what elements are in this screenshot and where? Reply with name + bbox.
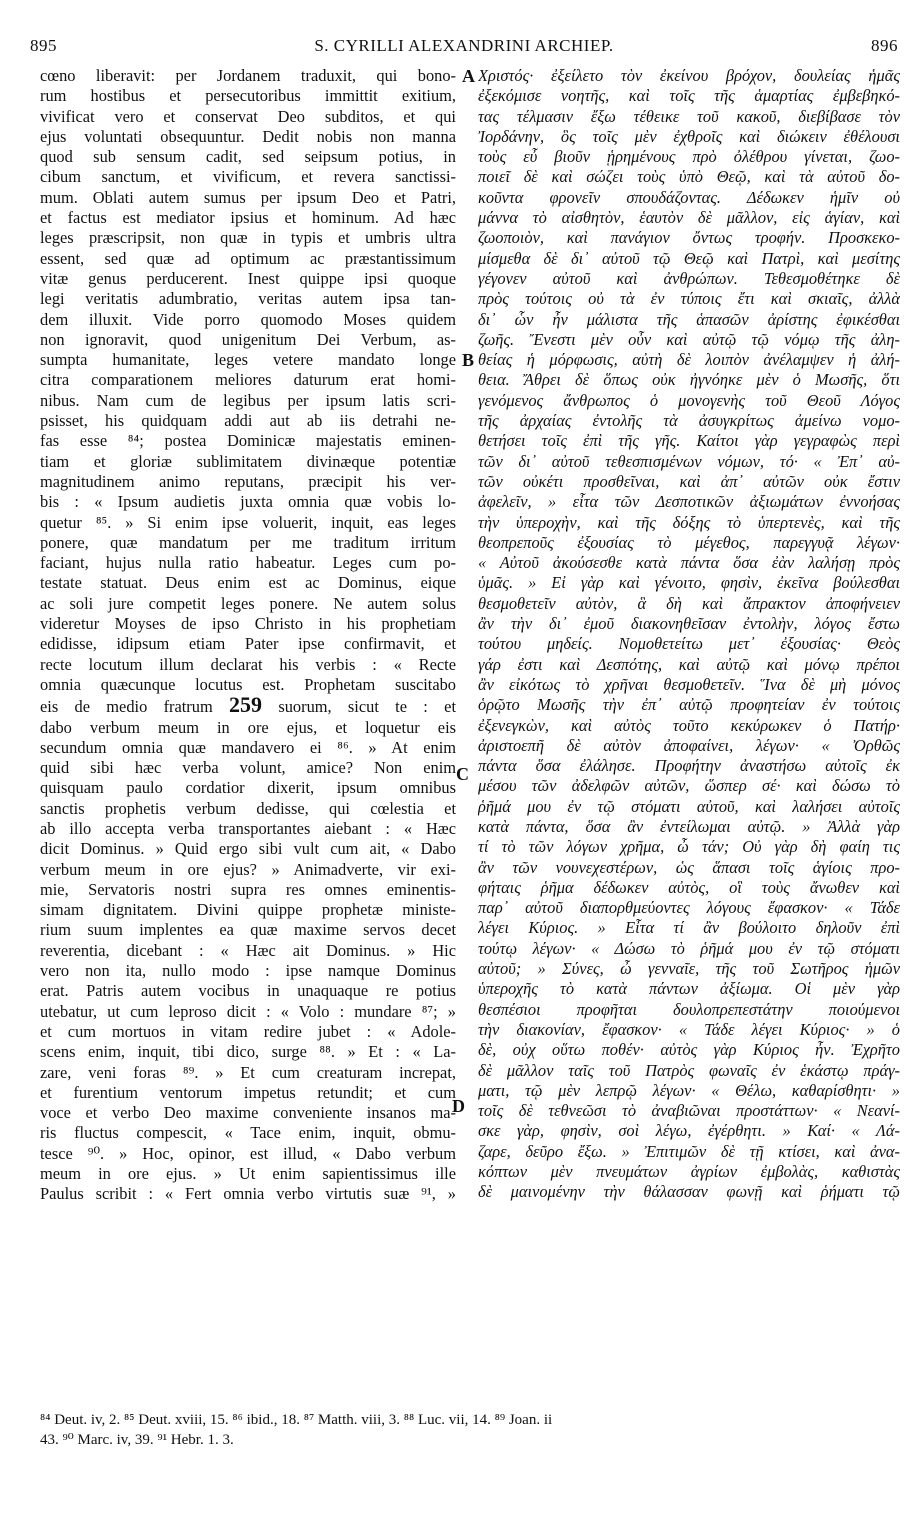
latin-line: sanctis prophetis verbum dedisse, qui cœlestia et xyxy=(40,798,456,818)
greek-line: τούτῳ λέγων· « Δώσω τὸ ῥῆμά μου ἐν τῷ στόματι xyxy=(478,938,900,958)
greek-line: τῶν οὐκέτι προσθεῖναι, καὶ ἀπ᾽ αὐτῶν οὐκ ἔστιν xyxy=(478,471,900,491)
greek-line: παρ᾽ αὐτοῦ διαπορθμεύοντες λόγους ἔφασκον· « Τάδε xyxy=(478,898,900,918)
greek-line: ῥῆμά μου ἐν τῷ στόματι αὐτοῦ, καὶ λαλήσει αὐτοῖς xyxy=(478,796,900,816)
latin-line: testate statuat. Deus enim est ac Dominus, eique xyxy=(40,573,456,593)
footnote-line: 43. ⁹⁰ Marc. iv, 39. ⁹¹ Hebr. 1. 3. xyxy=(40,1432,234,1448)
greek-line: τὴν διακονίαν, ἔφασκον· « Τάδε λέγει Κύριος· » ὁ xyxy=(478,1019,900,1039)
latin-line: nibus. Nam cum de legibus per ipsum latis scri- xyxy=(40,390,456,410)
latin-line: non ignoravit, quod unigenitum Dei Verbum, as- xyxy=(40,329,456,349)
latin-line: secundum omnia quæ mandavero ei ⁸⁶. » At enim xyxy=(40,737,456,757)
greek-line: μέσου τῶν ἀδελφῶν αὐτῶν, ὥσπερ σέ· καὶ δώσω τὸ xyxy=(478,776,900,796)
latin-line: voce et verbo Deo maxime conveniente insanos ma- xyxy=(40,1103,456,1123)
margin-marker-c: C xyxy=(456,764,469,784)
latin-line: faciant, hujus nulla ratio habeatur. Leges cum po- xyxy=(40,553,456,573)
greek-line: τί τὸ τῶν λόγων χρῆμα, ὦ τάν; Οὐ γὰρ δὴ φαίη τις xyxy=(478,837,900,857)
latin-line: bis : « Ipsum audietis juxta omnia quæ vobis lo- xyxy=(40,492,456,512)
greek-column xyxy=(478,66,900,1402)
latin-line: quetur ⁸⁵. » Si enim ipse voluerit, inquit, eas leges xyxy=(40,512,456,532)
latin-line: eis de medio fratrum 259 suorum, sicut te : et xyxy=(40,692,456,718)
margin-marker-b: B xyxy=(462,350,475,370)
latin-line: ac soli jure competit leges ponere. Ne autem solus xyxy=(40,593,456,613)
greek-line: ἐξενεγκὼν, καὶ αὐτὸς τοῦτο κεκύρωκεν ὁ Πατήρ· xyxy=(478,715,900,735)
footnote-line: ⁸⁴ Deut. iv, 2. ⁸⁵ Deut. xviii, 15. ⁸⁶ ibid., 18. ⁸⁷ Matth. viii, 3. ⁸⁸ Luc. vii, 14. ⁸⁹ Joan. ii xyxy=(40,1412,553,1428)
greek-line: ζωῆς. Ἔνεστι μὲν οὖν καὶ αὐτῷ τῷ νόμῳ τῆς ἀλη- xyxy=(478,329,900,349)
latin-line: verbum meum in ore ejus? » Animadverte, vir exi- xyxy=(40,859,456,879)
latin-line: fas esse ⁸⁴; postea Dominicæ majestatis eminen- xyxy=(40,431,456,451)
latin-line: et factus est mediator ipsius et hominum. Ad hæc xyxy=(40,208,456,228)
latin-line: reverentia, dicebant : « Hæc ait Dominus. » Hic xyxy=(40,940,456,960)
latin-line: recte locutum illum declarat his verbis : « Recte xyxy=(40,654,456,674)
greek-line: σκε γὰρ, φησὶν, σοὶ λέγω, ἐγέρθητι. » Καί· « Λά- xyxy=(478,1121,900,1141)
latin-line: mie, Servatoris nostri supra res omnes eminentis- xyxy=(40,879,456,899)
greek-line: δὲ μαινομένην τὴν θάλασσαν φωνῇ καὶ ῥήματι τῷ xyxy=(478,1182,900,1202)
greek-line: τας τέλμασιν ἔξω τέθεικε τοῦ κακοῦ, διεβίβασε τὸν xyxy=(478,106,900,126)
greek-line: θεσμοθετεῖν αὐτὸν, ἃ δὴ καὶ ἄπρακτον ἀποφήνειεν xyxy=(478,593,900,613)
latin-line: vivificat vero et conservat Deo subditos, et qui xyxy=(40,106,456,126)
greek-line: « Αὐτοῦ ἀκούσεσθε κατὰ πάντα ὅσα ἐὰν λαλήσῃ πρὸς xyxy=(478,553,900,573)
latin-line: quisquam paulo cordatior dixerit, ipsum omnibus xyxy=(40,778,456,798)
footnotes xyxy=(40,1410,900,1450)
greek-line: Ἰορδάνην, ὃς τοῖς μὲν ἐχθροῖς καὶ διώκειν ἐθέλουσι xyxy=(478,126,900,146)
greek-line: ἂν τῶν νουνεχεστέρων, ὡς ἅπασι τοῖς ἁγίοις προ- xyxy=(478,857,900,877)
latin-line: tesce ⁹⁰. » Hoc, opinor, est illud, « Dabo verbum xyxy=(40,1143,456,1163)
greek-line: τούτου μηδείς. Νομοθετείτω μετ᾽ ἐξουσίας· Θεὸς xyxy=(478,634,900,654)
latin-line: scens enim, inquit, tibi dico, surge ⁸⁸. » Et : « La- xyxy=(40,1042,456,1062)
greek-line: μάννα τὸ αἰσθητὸν, ἑαυτὸν δὲ μᾶλλον, εἰς ἁγίαν, καὶ xyxy=(478,208,900,228)
greek-line: θεσπέσιοι προφῆται δουλοπρεπεστάτην ποιούμενοι xyxy=(478,999,900,1019)
greek-line: θείας ἡ μόρφωσις, αὐτὴ δὲ λοιπὸν ἀνέλαμψεν ἡ ἀλή- xyxy=(478,350,900,370)
greek-line: αὐτοῦ; » Σύνες, ὦ γενναῖε, τῆς τοῦ Σωτῆρος ἡμῶν xyxy=(478,959,900,979)
greek-line: ἀριστοεπῆ δὲ αὐτὸν ἀποφαίνει, λέγων· « Ὀρθῶς xyxy=(478,735,900,755)
greek-line: κόπτων μὲν πνευμάτων ἀγρίων ἐμβολὰς, καθιστὰς xyxy=(478,1162,900,1182)
greek-line: τοὺς εὖ βιοῦν ᾑρημένους πρὸ ὀλέθρου γίνεται, ζωο- xyxy=(478,147,900,167)
greek-line: γάρ ἐστι καὶ Δεσπότης, καὶ αὐτῷ καὶ μόνῳ πρέποι xyxy=(478,654,900,674)
greek-line: τοῖς δὲ τεθνεῶσι τὸ ἀναβιῶναι προστάττων· « Νεανί- xyxy=(478,1101,900,1121)
latin-line: mum. Oblati autem sumus per ipsum Deo et Patri, xyxy=(40,187,456,207)
latin-line: zare, veni foras ⁸⁹. » Et cum creaturam increpat, xyxy=(40,1062,456,1082)
latin-line: vitæ genus perducerent. Inest quippe ipsi quoque xyxy=(40,268,456,288)
latin-line: leges præscripsit, non quæ in typis et umbris ultra xyxy=(40,228,456,248)
greek-line: θετήσει τοῖς ἐπὶ τῆς γῆς. Καίτοι γὰρ γεγραφὼς περὶ xyxy=(478,431,900,451)
page-number-left: 895 xyxy=(30,36,57,55)
greek-line: Χριστός· ἐξείλετο τὸν ἐκείνου βρόχον, δουλείας ἡμᾶς xyxy=(478,66,900,85)
greek-text xyxy=(478,66,900,1203)
latin-line: legi veritatis adumbratio, veritas autem ipsa tan- xyxy=(40,289,456,309)
greek-line: ζαρε, δεῦρο ἔξω. » Ἐπιτιμῶν δὲ τῇ κτίσει, καὶ ἀνα- xyxy=(478,1141,900,1161)
latin-line: citra comparationem meliores daturum erat homi- xyxy=(40,370,456,390)
greek-line: ἂν εἰκότως τὸ χρῆναι θεσμοθετεῖν. Ἵνα δὲ μὴ μόνος xyxy=(478,674,900,694)
latin-line: ejus voluntati obsequuntur. Dedit nobis non manna xyxy=(40,126,456,146)
latin-line: simam dignitatem. Divini quippe prophetæ ministe- xyxy=(40,900,456,920)
latin-line: et cum mortuos in vitam redire jubet : « Adole- xyxy=(40,1021,456,1041)
latin-line: tiam et gloriæ sublimitatem divinæque potentiæ xyxy=(40,451,456,471)
greek-line: ἐξεκόμισε νοητῆς, καὶ τοῖς τῆς ἁμαρτίας ἐμβεβηκό- xyxy=(478,86,900,106)
greek-line: ποιεῖ δὲ καὶ σώζει τοὺς ὑπὸ Θεῷ, καὶ τὰ αὐτοῦ δο- xyxy=(478,167,900,187)
latin-line: dicit Dominus. » Quid ergo sibi vult cum ait, « Dabo xyxy=(40,839,456,859)
latin-line: quid sibi hæc verba volunt, amice? Non enim xyxy=(40,758,456,778)
latin-line: sumpta humanitate, leges vetere mandato longe xyxy=(40,350,456,370)
running-title: S. CYRILLI ALEXANDRINI ARCHIEP. xyxy=(314,36,614,55)
latin-line: ris fluctus compescit, « Tace enim, inquit, obmu- xyxy=(40,1123,456,1143)
greek-line: κοῦντα φρονεῖν σπουδάζοντας. Δέδωκεν ἡμῖν οὐ xyxy=(478,187,900,207)
latin-line: rium suum implentes ea quæ maxime servos decet xyxy=(40,920,456,940)
greek-line: κατὰ πάντα, ὅσα ἂν ἐντείλωμαι αὐτῷ. » Ἀλλὰ γὰρ xyxy=(478,816,900,836)
latin-line: omnia quæcunque locutus est. Prophetam suscitabo xyxy=(40,674,456,694)
greek-line: πρὸς τούτοις οὐ τὰ ἐν τύποις ἔτι καὶ σκιαῖς, ἀλλὰ xyxy=(478,289,900,309)
greek-line: ὑμᾶς. » Εἰ γὰρ καὶ γένοιτο, φησὶν, ἐκεῖνα βούλεσθαι xyxy=(478,573,900,593)
greek-line: ὁρῷτο Μωσῆς τὴν ἐπ᾽ αὐτῷ προφητείαν ἐν τούτοις xyxy=(478,695,900,715)
latin-line: edidisse, idipsum etiam Pater ipse confirmavit, et xyxy=(40,634,456,654)
latin-line: essent, sed quæ ad optimum ac præstantissimum xyxy=(40,248,456,268)
margin-marker-a: A xyxy=(462,66,475,86)
greek-line: δι᾽ ὧν ἦν μάλιστα τῆς ἁπασῶν ἀρίστης ἐφικέσθαι xyxy=(478,309,900,329)
greek-line: μίσμεθα δὲ δι᾽ αὐτοῦ τῷ Θεῷ καὶ Πατρὶ, καὶ μεσίτης xyxy=(478,248,900,268)
latin-line: meum in ore ejus. » Ut enim sapientissimus ille xyxy=(40,1164,456,1184)
greek-line: ζωοποιὸν, καὶ πανάγιον ὄντως τροφήν. Προσκεκο- xyxy=(478,228,900,248)
latin-line: videretur Moyses de ipso Christo in his prophetiam xyxy=(40,614,456,634)
greek-line: θεοπρεποῦς ἐξουσίας τὸ μέγεθος, παρεγγυᾷ λέγων· xyxy=(478,532,900,552)
page-number-right: 896 xyxy=(871,36,898,55)
latin-line: magnitudinem animo reputans, præcipit his ver- xyxy=(40,471,456,491)
greek-line: τὴν ὑπεροχὴν, καὶ τῆς δόξης τὸ ὑπερτενὲς, καὶ τῆς xyxy=(478,512,900,532)
greek-line: φήταις ῥῆμα δέδωκεν αὐτὸς, οἳ τοὺς ἄνωθεν καὶ xyxy=(478,877,900,897)
latin-column xyxy=(40,66,456,1402)
margin-marker-d: D xyxy=(452,1096,465,1116)
latin-line: ponere, quæ mandatum per me traditum irritum xyxy=(40,532,456,552)
latin-line: ab illo accepta verba transportantes aiebant : « Hæc xyxy=(40,818,456,838)
latin-line: cibum sanctum, et vivificum, et revera sanctissi- xyxy=(40,167,456,187)
latin-text xyxy=(40,66,456,1205)
greek-line: ἂν τὴν δι᾽ ἐμοῦ διακονηθεῖσαν ἐντολὴν, λόγος ἔστω xyxy=(478,614,900,634)
greek-line: τῆς ἀρχαίας ἐντολῆς τὰ ἀσυγκρίτως ἀμείνω νομο- xyxy=(478,411,900,431)
greek-line: γέγονεν αὐτοῦ καὶ ἀνθρώπων. Τεθεσμοθέτηκε δὲ xyxy=(478,268,900,288)
latin-line: dabo verbum meum in ore ejus, et loquetur eis xyxy=(40,717,456,737)
latin-line: et furentium ventorum impetus retundit; et cum xyxy=(40,1082,456,1102)
greek-line: θεια. Ἄθρει δὲ ὅπως οὐκ ἠγνόηκε μὲν ὁ Μωσῆς, ὅτι xyxy=(478,370,900,390)
greek-line: πάντα ὅσα ἐλάλησε. Προφήτην ἀναστήσω αὐτοῖς ἐκ xyxy=(478,756,900,776)
greek-line: ὑπεροχῆς τὸ κατὰ πάντων ἀξίωμα. Οἱ μὲν γὰρ xyxy=(478,979,900,999)
greek-line: δὲ μᾶλλον ταῖς τοῦ Πατρὸς φωναῖς ἐν ἑκάστῳ πράγ- xyxy=(478,1060,900,1080)
latin-line: Paulus scribit : « Fert omnia verbo virtutis suæ ⁹¹, » xyxy=(40,1184,456,1204)
latin-line: psisset, his quidquam addi aut ab iis detrahi ne- xyxy=(40,411,456,431)
page-header xyxy=(30,36,898,60)
latin-line: rum hostibus et persecutoribus immittit exitium, xyxy=(40,86,456,106)
latin-line: cœno liberavit: per Jordanem traduxit, qui bono- xyxy=(40,66,456,85)
latin-line: dem illuxit. Vide porro quomodo Moses quidem xyxy=(40,309,456,329)
latin-line: vero non ita, nullo modo : ipse namque Dominus xyxy=(40,961,456,981)
latin-line: erat. Patris autem vocibus in unaquaque re potius xyxy=(40,981,456,1001)
greek-line: τῶν δι᾽ αὐτοῦ τεθεσπισμένων νόμων, τό· « Ἐπ᾽ αὐ- xyxy=(478,451,900,471)
greek-line: γενόμενος ἄνθρωπος ὁ μονογενὴς τοῦ Θεοῦ Λόγος xyxy=(478,390,900,410)
greek-line: δὲ, οὐχ οὕτω ποθέν· αὐτὸς γὰρ Κύριος ἦν. Ἐχρῆτο xyxy=(478,1040,900,1060)
greek-line: λέγει Κύριος. » Εἶτα τί ἂν βούλοιτο δηλοῦν ἐπὶ xyxy=(478,918,900,938)
greek-line: ματι, τῷ μὲν λεπρῷ λέγων· « Θέλω, καθαρίσθητι· » xyxy=(478,1080,900,1100)
latin-line: utebatur, ut cum leproso dicit : « Volo : mundare ⁸⁷; » xyxy=(40,1001,456,1021)
latin-line: quod sub sensum cadit, sed seipsum potius, in xyxy=(40,147,456,167)
greek-line: ἀφελεῖν, » εἶτα τῶν Δεσποτικῶν ἀξιωμάτων ἐννοήσας xyxy=(478,492,900,512)
